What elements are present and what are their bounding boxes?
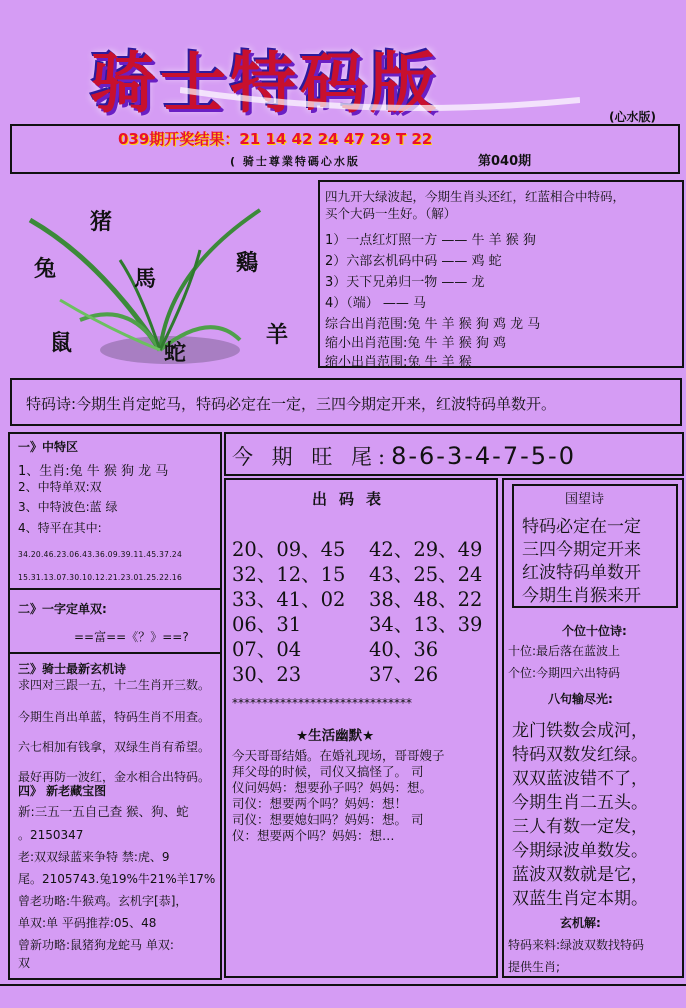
knight-poem-heading: 三》骑士最新玄机诗 xyxy=(18,662,127,676)
treasure-new-1: 新:三五一五自己查 猴、狗、蛇 xyxy=(18,804,189,819)
number-row: 34、13、39 xyxy=(369,613,483,636)
guowang-line-4: 今期生肖猴来开 xyxy=(522,586,641,606)
number-row: 06、31 xyxy=(232,613,302,636)
knight-poem-line-4: 最好再防一波红，金水相合出特码。 xyxy=(18,770,211,784)
zodiac-rabbit: 兔 xyxy=(34,256,57,282)
humor-line-5: 司仪：想要媳妇吗？妈妈：想。 司 xyxy=(232,812,424,827)
riddle-range-2: 缩小出肖范围:兔 牛 羊 猴 狗 鸡 xyxy=(325,336,507,351)
riddle-box xyxy=(318,180,684,368)
special-zone-heading: 一》中特区 xyxy=(18,440,79,454)
riddle-range-1: 综合出肖范围:兔 牛 羊 猴 狗 鸡 龙 马 xyxy=(325,317,541,332)
humor-title: ★生活幽默★ xyxy=(296,728,375,744)
edition-label: (心水版) xyxy=(609,110,656,124)
digit-poem-tens: 十位:最后落在蓝波上 xyxy=(508,644,621,658)
eight-lines-3: 双双蓝波错不了， xyxy=(512,769,648,789)
humor-line-4: 司仪：想要两个吗？妈妈：想！ xyxy=(232,796,408,811)
treasure-oddeven-recommend: 单双:单 平码推荐:05、48 xyxy=(18,916,157,930)
special-zodiac: 1、生肖:兔 牛 猴 狗 龙 马 xyxy=(18,464,169,479)
number-row: 30、23 xyxy=(232,663,302,686)
zodiac-snake: 蛇 xyxy=(164,340,187,366)
humor-line-2: 拜父母的时候，司仪又搞怪了。 司 xyxy=(232,764,424,779)
treasure-new-2: 。2150347 xyxy=(18,828,84,842)
swoosh-decoration xyxy=(180,80,580,120)
eight-lines-5: 三人有数一定发， xyxy=(512,817,648,837)
knight-poem-line-2: 今期生肖出单蓝，特码生肖不用查。 xyxy=(18,710,211,724)
riddle-line-2: 2）六部玄机码中码 —— 鸡 蛇 xyxy=(325,254,502,269)
guowang-line-2: 三四今期定开来 xyxy=(522,540,641,560)
treasure-old-1: 老:双双绿蓝来争特 禁:虎、9 xyxy=(18,850,170,864)
eight-lines-8: 双蓝生肖定本期。 xyxy=(512,889,648,909)
left-column xyxy=(8,432,222,980)
number-row: 37、26 xyxy=(369,663,439,686)
digit-poem-ones: 个位:今期四六出特码 xyxy=(508,666,621,680)
riddle-intro-2: 买个大码一生好。（解） xyxy=(325,206,457,221)
mystery-solution-title: 玄机解: xyxy=(560,916,601,930)
zodiac-horse: 馬 xyxy=(134,266,157,292)
knight-poem-line-1: 求四对三跟一五，十二生肖开三数。 xyxy=(18,678,211,692)
oddeven-value: ==富==《？》==? xyxy=(74,630,189,644)
subtitle: ( 骑士尊業特碼心水版 xyxy=(230,155,360,168)
number-table-title: 出码表 xyxy=(312,490,394,508)
digit-poem-title: 个位十位诗: xyxy=(562,624,627,638)
treasure-old-2: 尾。2105743.兔19%牛21%羊17% xyxy=(18,872,216,886)
eight-lines-7: 蓝波双数就是它， xyxy=(512,865,648,885)
number-row: 42、29、49 xyxy=(369,538,483,561)
page-title: 骑士特码版 xyxy=(90,44,440,122)
star-divider: ****************************** xyxy=(232,696,412,710)
knight-poem-line-3: 六七相加有钱拿，双绿生肖有希望。 xyxy=(18,740,211,754)
number-row: 38、48、22 xyxy=(369,588,483,611)
humor-line-6: 仪：想要两个吗？妈妈：想… xyxy=(232,828,395,843)
number-row: 33、41、02 xyxy=(232,588,346,611)
number-row: 40、36 xyxy=(369,638,439,661)
last-result: 039期开奖结果：21 14 42 24 47 29 T 22 xyxy=(118,130,433,148)
eight-lines-2: 特码双数发红绿。 xyxy=(512,745,648,765)
riddle-range-3: 缩小出肖范围:兔 牛 羊 猴 xyxy=(325,355,472,370)
oddeven-heading: 二》一字定单双: xyxy=(18,602,107,616)
special-oddeven: 2、中特单双:双 xyxy=(18,480,102,494)
special-flat-heading: 4、特平在其中: xyxy=(18,521,102,535)
number-row: 07、04 xyxy=(232,638,302,661)
guowang-title: 国望诗 xyxy=(565,492,605,507)
divider xyxy=(10,652,220,654)
special-wave-color: 3、中特波色:蓝 绿 xyxy=(18,500,118,514)
zodiac-pig: 猪 xyxy=(90,209,113,235)
riddle-line-1: 1）一点红灯照一方 —— 牛 羊 猴 狗 xyxy=(325,233,536,248)
zodiac-rooster: 鷄 xyxy=(236,250,259,276)
treasure-new-oddeven: 双 xyxy=(18,956,31,970)
treasure-old-strategy: 曾老功略:牛猴鸡。玄机字[恭]， xyxy=(18,894,188,908)
hot-tail xyxy=(232,441,576,471)
zodiac-rat: 鼠 xyxy=(50,330,73,356)
eight-lines-1: 龙门铁数会成河， xyxy=(512,721,648,741)
treasure-new-strategy: 曾新功略:鼠猪狗龙蛇马 单双: xyxy=(18,938,174,952)
zodiac-goat: 羊 xyxy=(266,322,289,348)
number-row: 43、25、24 xyxy=(369,563,483,586)
guowang-line-3: 红波特码单数开 xyxy=(522,563,641,583)
mystery-solution-line-2: 提供生肖; xyxy=(508,960,561,974)
special-numbers-1: 34.20.46.23.06.43.36.09.39.11.45.37.24 xyxy=(18,550,183,559)
riddle-line-4: 4）（端） —— 马 xyxy=(325,296,427,311)
humor-line-1: 今天哥哥结婚。在婚礼现场，哥哥嫂子 xyxy=(232,748,445,763)
mystery-solution-line-1: 特码来料:绿波双数找特码 xyxy=(508,938,645,952)
poem-text: 特码诗:今期生肖定蛇马，特码必定在一定，三四今期定开来，红波特码单数开。 xyxy=(26,395,557,413)
number-row: 20、09、45 xyxy=(232,538,346,561)
divider xyxy=(10,588,220,590)
treasure-map-heading: 四》 新老藏宝图 xyxy=(18,784,107,798)
eight-lines-4: 今期生肖二五头。 xyxy=(512,793,648,813)
eight-lines-title: 八句输尽光: xyxy=(548,692,613,706)
special-numbers-2: 15.31.13.07.30.10.12.21.23.01.25.22.16 xyxy=(18,573,183,582)
number-row: 32、12、15 xyxy=(232,563,346,586)
issue-number: 第040期 xyxy=(478,154,532,169)
eight-lines-6: 今期绿波单数发。 xyxy=(512,841,648,861)
hot-tail-digits: 8-6-3-4-7-5-0 xyxy=(391,442,576,470)
riddle-intro-1: 四九开大绿波起，今期生肖头还红，红蓝相合中特码， xyxy=(325,189,626,204)
bottom-bar xyxy=(0,984,686,1008)
hot-tail-label: 今 期 旺 尾: xyxy=(232,445,392,469)
humor-line-3: 仪问妈妈：想要孙子吗？妈妈：想。 xyxy=(232,780,433,795)
riddle-line-3: 3）天下兄弟归一物 —— 龙 xyxy=(325,275,485,290)
guowang-line-1: 特码必定在一定 xyxy=(522,517,641,537)
